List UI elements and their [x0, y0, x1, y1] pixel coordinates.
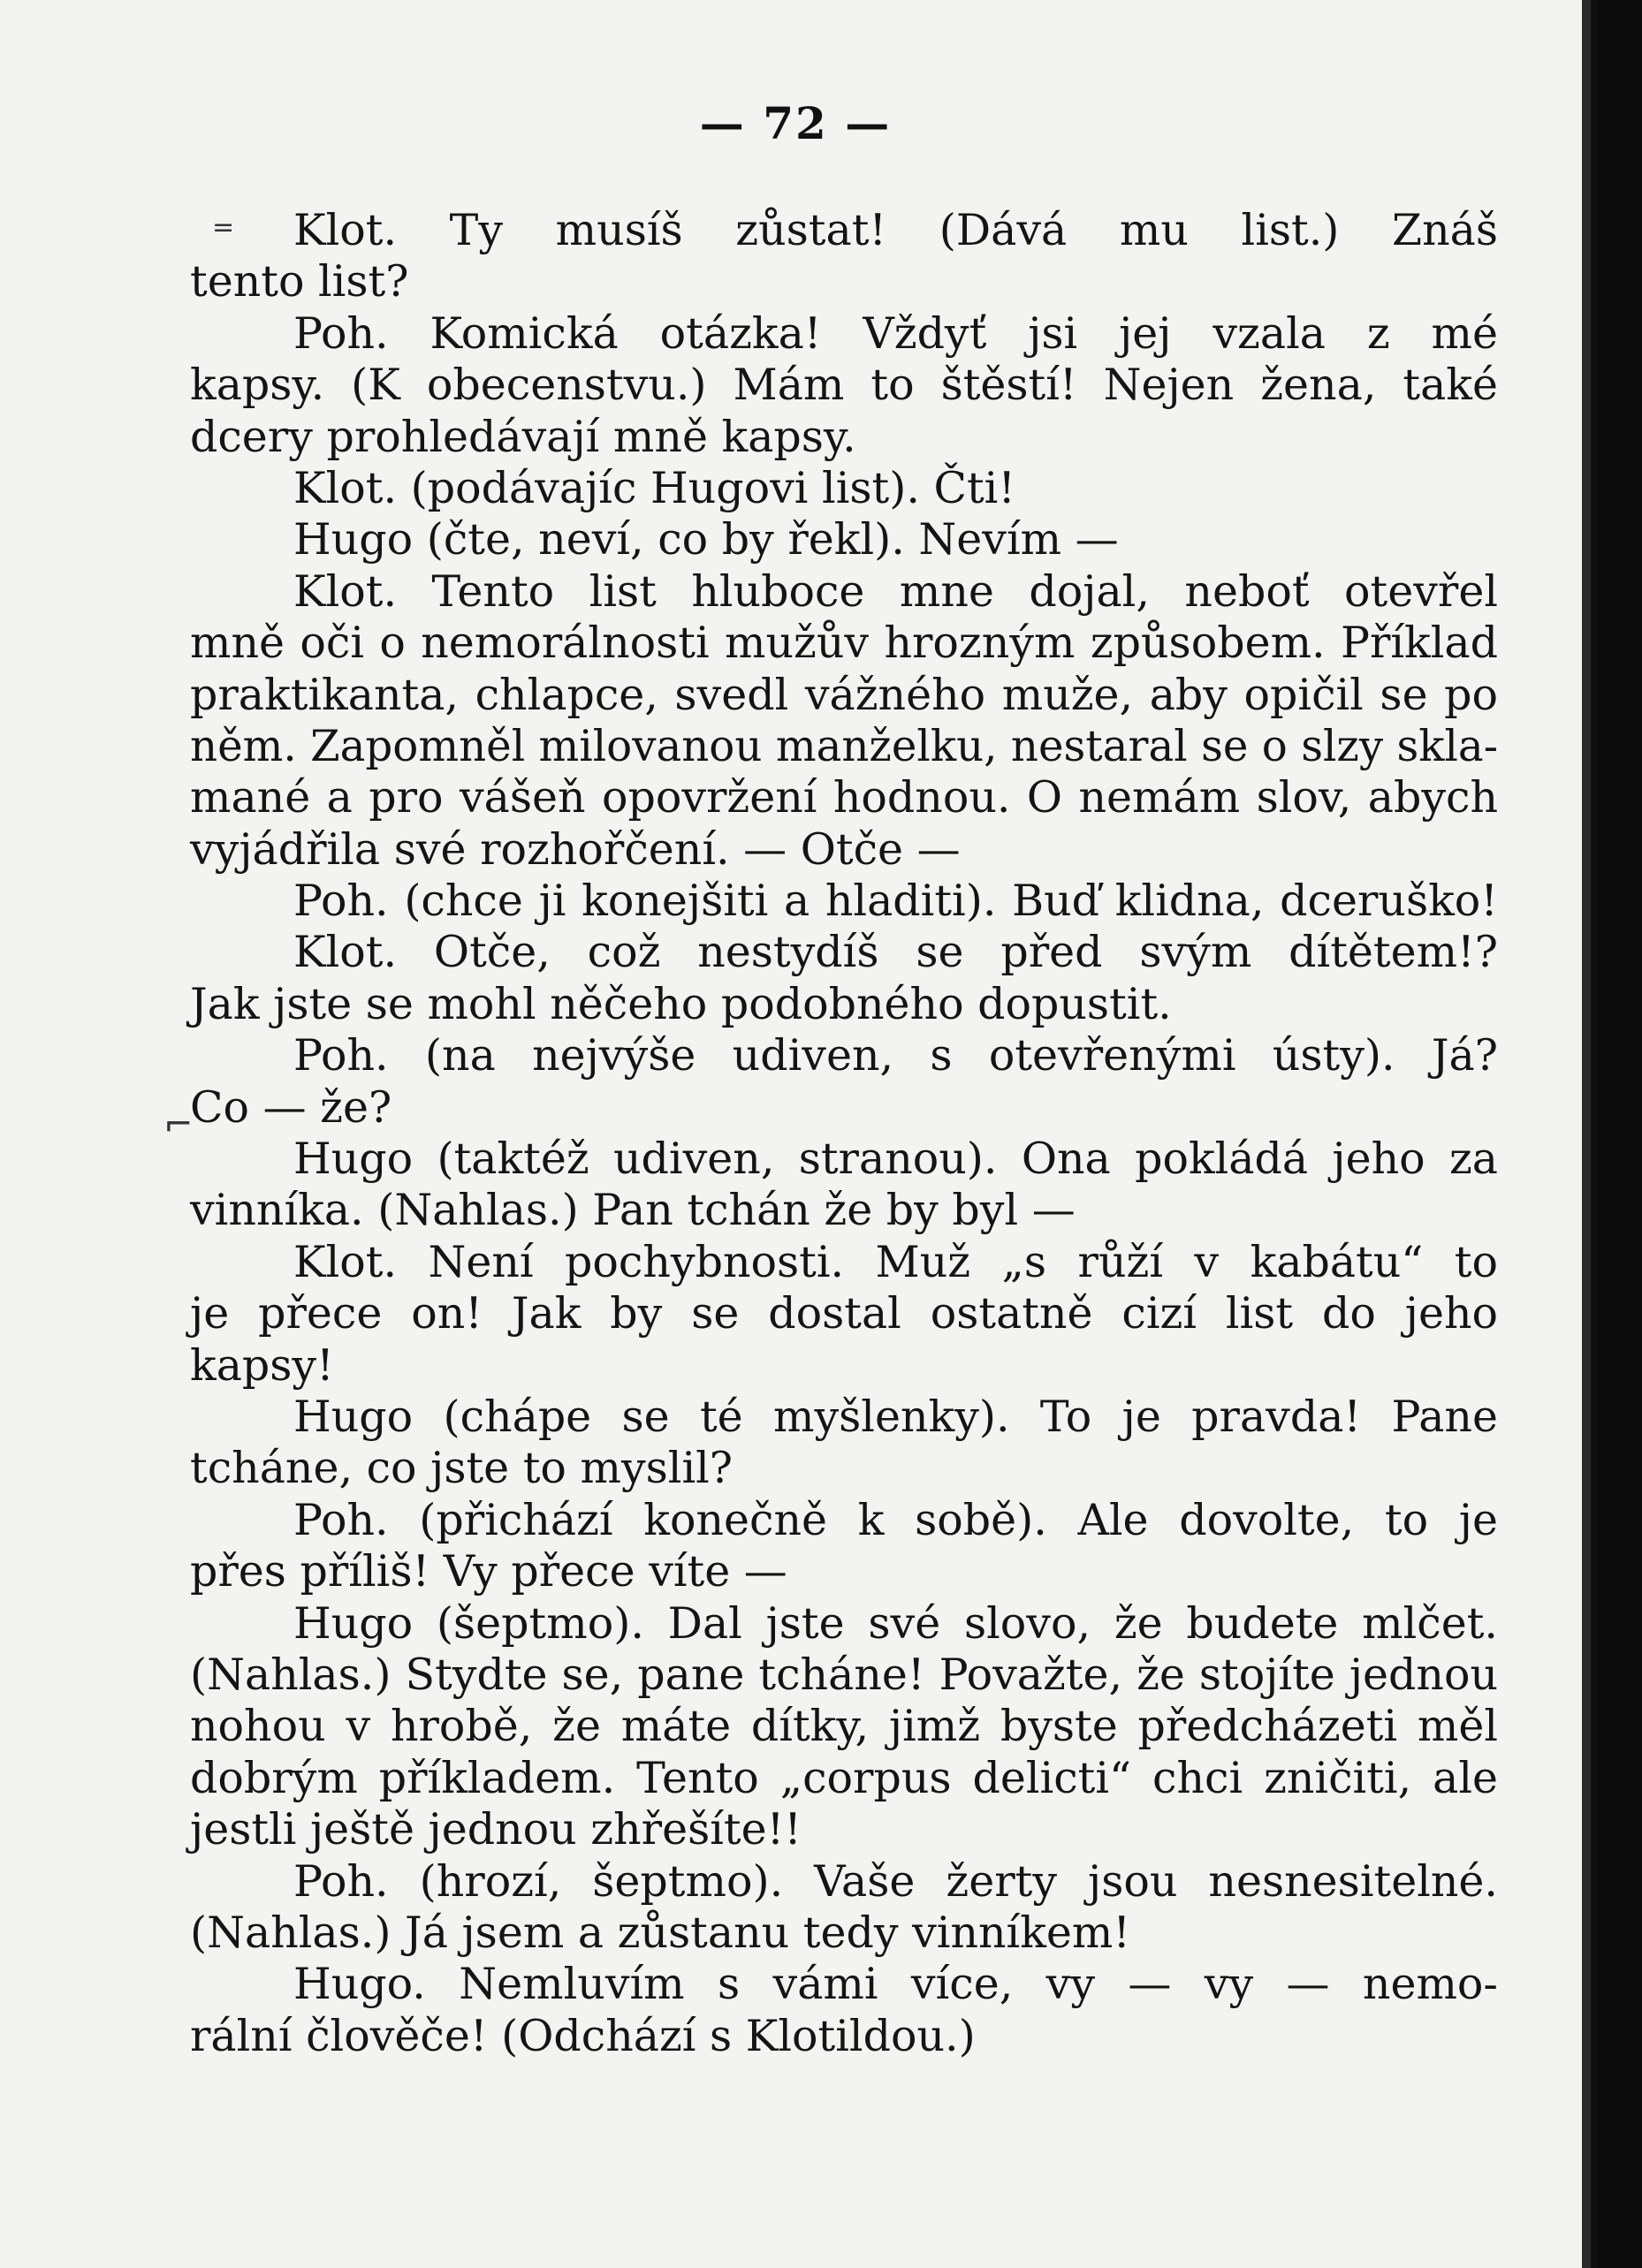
text-line: Klot. Ty musíš zůstat! (Dává mu list.) Znáš [293, 205, 1498, 255]
text-line: Poh. (na nejvýše udiven, s otevřenými ústy). Já? [293, 1030, 1498, 1081]
text-line: jestli ještě jednou zhřešíte!! [190, 1804, 802, 1855]
text-line: nohou v hrobě, že máte dítky, jimž byste předcházeti měl [190, 1701, 1498, 1752]
text-line: (Nahlas.) Já jsem a zůstanu tedy vinníkem! [190, 1907, 1131, 1958]
text-line: (Nahlas.) Stydte se, pane tcháne! Považte, že stojíte jednou [190, 1649, 1498, 1700]
text-line: Co — že? [190, 1081, 392, 1133]
text-line: dcery prohledávají mně kapsy. [190, 411, 856, 462]
text-line: dobrým příkladem. Tento „corpus delicti“ chci zničiti, ale [190, 1752, 1498, 1803]
text-line: Klot. Tento list hluboce mne dojal, neboť otevřel [293, 565, 1498, 617]
text-line: kapsy. (K obecenstvu.) Mám to štěstí! Nejen žena, také [190, 360, 1498, 411]
text-line: praktikanta, chlapce, svedl vážného muže, aby opičil se po [190, 669, 1498, 720]
text-line: přes příliš! Vy přece víte — [190, 1546, 787, 1597]
text-line: něm. Zapomněl milovanou manželku, nestaral se o slzy skla- [190, 721, 1498, 771]
text-line: Poh. (chce ji konejšiti a hladiti). Buď klidna, dceruško! [293, 876, 1498, 927]
text-line: Klot. Otče, což nestydíš se před svým dítětem!? [293, 927, 1498, 978]
text-line: Hugo (taktéž udiven, stranou). Ona pokládá jeho za [293, 1134, 1498, 1185]
margin-mark: ⌐ [163, 1104, 194, 1145]
text-line: Poh. (hrozí, šeptmo). Vaše žerty jsou nesnesitelné. [293, 1855, 1498, 1907]
text-line: Poh. Komická otázka! Vždyť jsi jej vzala z mé [293, 307, 1498, 359]
text-line: kapsy! [190, 1339, 334, 1391]
text-line: Klot. (podávajíc Hugovi list). Čti! [293, 462, 1016, 513]
margin-mark: = [212, 212, 235, 243]
text-line: vyjádřila své rozhořčení. — Otče — [190, 823, 961, 875]
page-number: — 72 — [699, 97, 892, 149]
text-line: Hugo. Nemluvím s vámi více, vy — vy — nemo- [293, 1959, 1498, 2010]
text-line: tento list? [190, 256, 409, 307]
text-line: mané a pro vášeň opovržení hodnou. O nemám slov, abych [190, 772, 1498, 823]
text-line: Jak jste se mohl něčeho podobného dopustit. [190, 978, 1172, 1029]
page-edge [1598, 0, 1642, 2268]
text-line: tcháne, co jste to myslil? [190, 1443, 734, 1494]
text-line: Hugo (šeptmo). Dal jste své slovo, že budete mlčet. [293, 1597, 1498, 1649]
text-line: Poh. (přichází konečně k sobě). Ale dovolte, to je [293, 1494, 1498, 1545]
text-body [190, 205, 1498, 2062]
text-line: mně oči o nemorálnosti mužův hrozným způsobem. Příklad [190, 618, 1498, 669]
text-line: Hugo (čte, neví, co by řekl). Nevím — [293, 514, 1119, 565]
text-line: vinníka. (Nahlas.) Pan tchán že by byl — [190, 1185, 1076, 1236]
text-line: Hugo (chápe se té myšlenky). To je pravda! Pane [293, 1391, 1498, 1442]
text-line: je přece on! Jak by se dostal ostatně cizí list do jeho [190, 1288, 1498, 1339]
text-line: rální člověče! (Odchází s Klotildou.) [190, 2010, 976, 2061]
text-line: Klot. Není pochybnosti. Muž „s růží v kabátu“ to [293, 1236, 1498, 1287]
